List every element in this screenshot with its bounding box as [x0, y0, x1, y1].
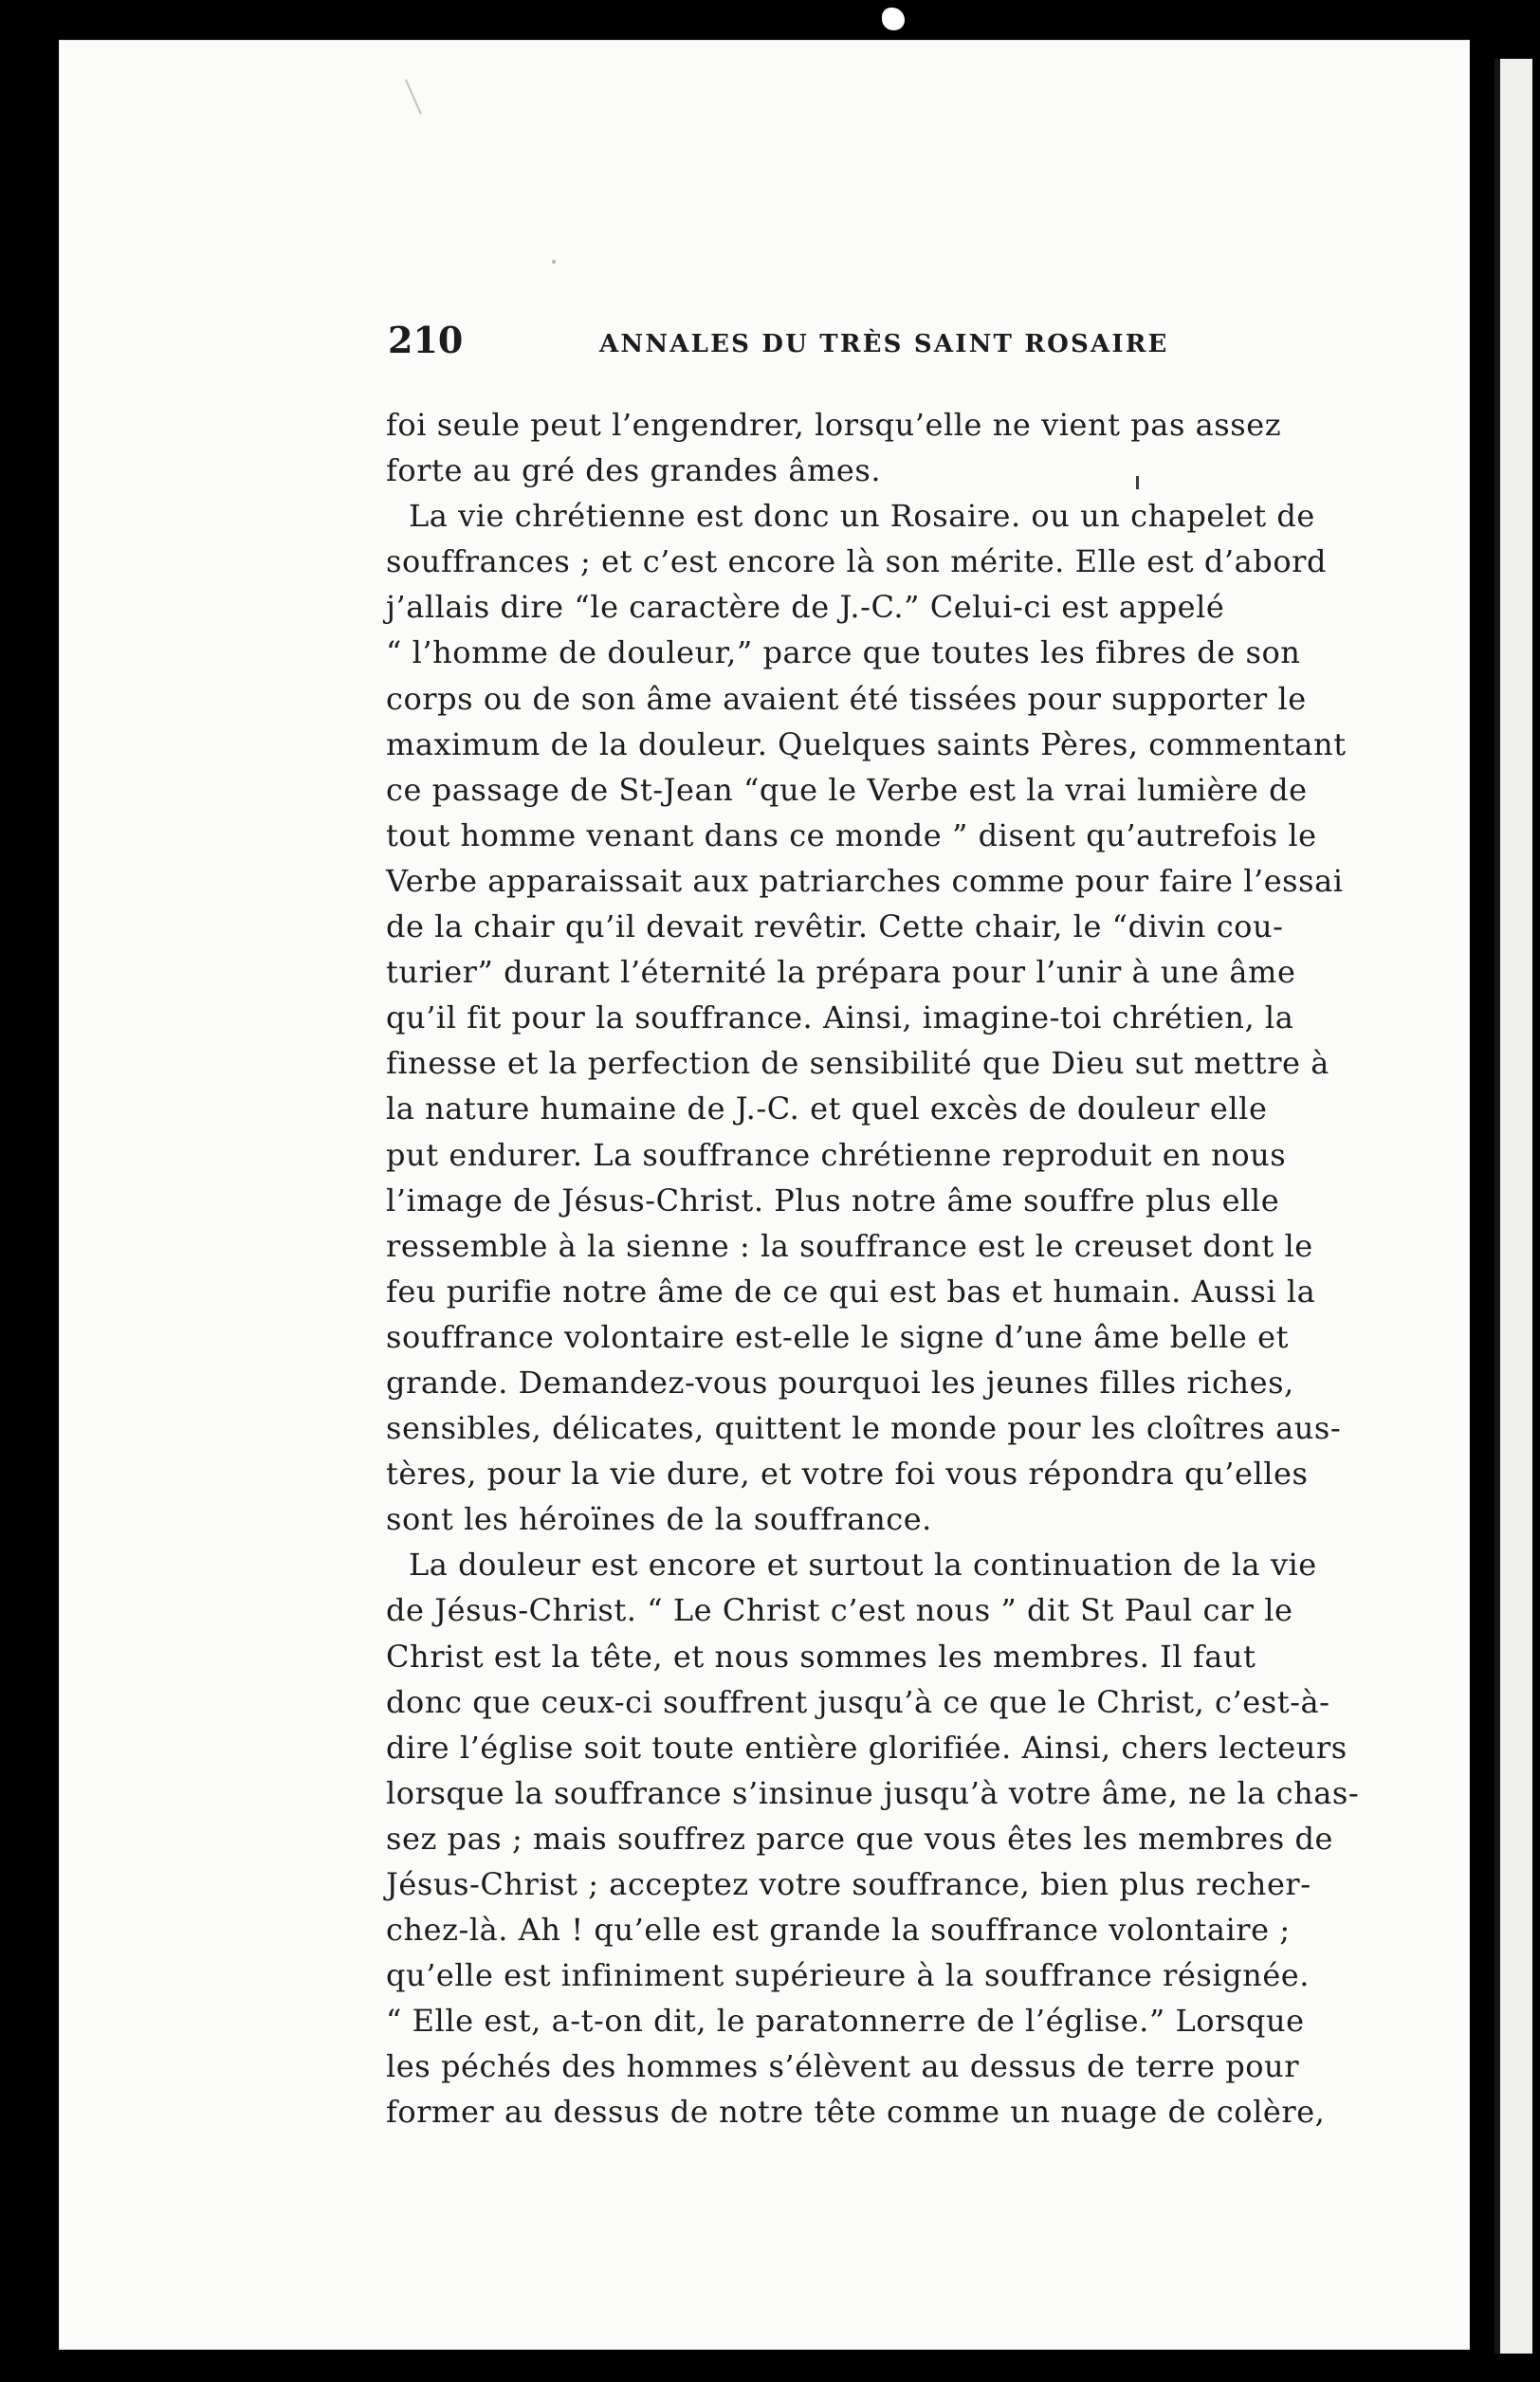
running-title: ANNALES DU TRÈS SAINT ROSAIRE: [599, 330, 1169, 358]
text-line: finesse et la perfection de sensibilité que Dieu sut mettre à: [386, 1045, 1329, 1082]
text-line: sez pas ; mais souffrez parce que vous êtes les membres de: [386, 1820, 1333, 1857]
text-line: donc que ceux-ci souffrent jusqu’à ce que le Christ, c’est-à-: [386, 1683, 1330, 1720]
text-line: qu’il fit pour la souffrance. Ainsi, imagine-toi chrétien, la: [386, 999, 1294, 1036]
text-line: ressemble à la sienne : la souffrance est le creuset dont le: [386, 1227, 1313, 1264]
text-line: dire l’église soit toute entière glorifiée. Ainsi, chers lecteurs: [386, 1729, 1348, 1766]
book-page: [59, 40, 1470, 2350]
text-line: qu’elle est infiniment supérieure à la souffrance résignée.: [386, 1957, 1311, 1994]
text-line: tères, pour la vie dure, et votre foi vous répondra qu’elles: [386, 1456, 1309, 1493]
text-line: feu purifie notre âme de ce qui est bas et humain. Aussi la: [386, 1273, 1316, 1310]
text-line: “ l’homme de douleur,” parce que toutes les fibres de son: [386, 634, 1301, 671]
text-line: chez-là. Ah ! qu’elle est grande la souffrance volontaire ;: [386, 1912, 1291, 1949]
text-line: sensibles, délicates, quittent le monde pour les cloîtres aus-: [386, 1410, 1342, 1447]
text-line: de Jésus-Christ. “ Le Christ c’est nous ” dit St Paul car le: [386, 1592, 1293, 1629]
text-line: sont les héroïnes de la souffrance.: [386, 1501, 932, 1538]
running-head: [334, 319, 1218, 360]
text-line: j’allais dire “le caractère de J.-C.” Celui-ci est appelé: [386, 589, 1225, 626]
text-line: foi seule peut l’engendrer, lorsqu’elle ne vient pas assez: [386, 407, 1282, 443]
text-line: maximum de la douleur. Quelques saints Pères, commentant: [386, 725, 1347, 762]
text-line: Verbe apparaissait aux patriarches comme pour faire l’essai: [386, 862, 1344, 899]
text-line: souffrances ; et c’est encore là son mérite. Elle est d’abord: [386, 543, 1328, 580]
body-text: [386, 402, 1410, 2135]
text-line: put endurer. La souffrance chrétienne reproduit en nous: [386, 1136, 1287, 1173]
text-line: la nature humaine de J.-C. et quel excès de douleur elle: [386, 1090, 1268, 1127]
text-line: Christ est la tête, et nous sommes les membres. Il faut: [386, 1638, 1256, 1675]
text-line: souffrance volontaire est-elle le signe d’une âme belle et: [386, 1318, 1289, 1355]
scan-mark: [882, 8, 905, 30]
paper-speck: [552, 260, 556, 264]
text-line: lorsque la souffrance s’insinue jusqu’à votre âme, ne la chas-: [386, 1774, 1360, 1811]
text-line: tout homme venant dans ce monde ” disent qu’autrefois le: [386, 816, 1317, 853]
adjacent-page-edge: [1494, 59, 1532, 2354]
text-line: l’image de Jésus-Christ. Plus notre âme souffre plus elle: [386, 1182, 1280, 1218]
text-line: grande. Demandez-vous pourquoi les jeunes filles riches,: [386, 1364, 1294, 1401]
text-line: turier” durant l’éternité la prépara pour l’unir à une âme: [386, 954, 1296, 991]
page-number: 210: [388, 319, 464, 361]
text-line: ce passage de St-Jean “que le Verbe est la vrai lumière de: [386, 771, 1308, 808]
text-line: former au dessus de notre tête comme un nuage de colère,: [386, 2094, 1326, 2131]
text-line: La vie chrétienne est donc un Rosaire. ou un chapelet de: [409, 498, 1315, 535]
text-line: Jésus-Christ ; acceptez votre souffrance, bien plus recher-: [386, 1866, 1311, 1902]
text-line: corps ou de son âme avaient été tissées pour supporter le: [386, 680, 1307, 717]
scan-artifact: [405, 71, 439, 114]
text-line: “ Elle est, a-t-on dit, le paratonnerre de l’église.” Lorsque: [386, 2003, 1305, 2040]
text-line: de la chair qu’il devait revêtir. Cette chair, le “divin cou-: [386, 908, 1284, 945]
text-line: La douleur est encore et surtout la continuation de la vie: [409, 1547, 1317, 1584]
text-line: forte au gré des grandes âmes.: [386, 452, 882, 489]
text-line: les péchés des hommes s’élèvent au dessus de terre pour: [386, 2048, 1300, 2085]
